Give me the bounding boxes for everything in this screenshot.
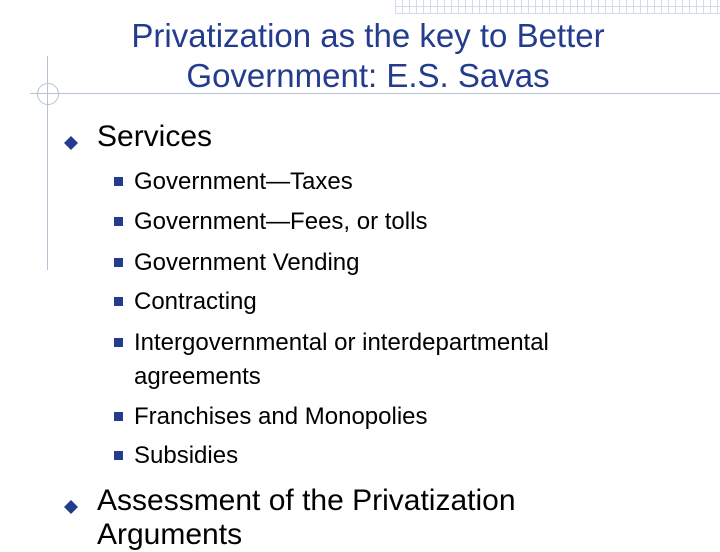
title-line-2: Government: E.S. Savas — [186, 57, 550, 94]
square-bullet-icon — [114, 258, 123, 267]
title-line-1: Privatization as the key to Better — [131, 17, 605, 54]
square-bullet-icon — [114, 412, 123, 421]
rule-circle-decoration — [37, 83, 59, 105]
bullet-services: Services — [97, 120, 213, 153]
bullet-assessment-continuation: Arguments — [97, 518, 243, 551]
square-bullet-icon — [114, 177, 123, 186]
slide-title — [58, 16, 678, 96]
square-bullet-icon — [114, 338, 123, 347]
square-bullet-icon — [114, 297, 123, 306]
diamond-bullet-icon — [64, 500, 78, 514]
bullet-assessment: Assessment of the Privatization — [97, 484, 516, 517]
square-bullet-icon — [114, 451, 123, 460]
diamond-bullet-icon — [64, 136, 78, 150]
square-bullet-icon — [114, 217, 123, 226]
corner-grid-decoration — [395, 0, 720, 14]
